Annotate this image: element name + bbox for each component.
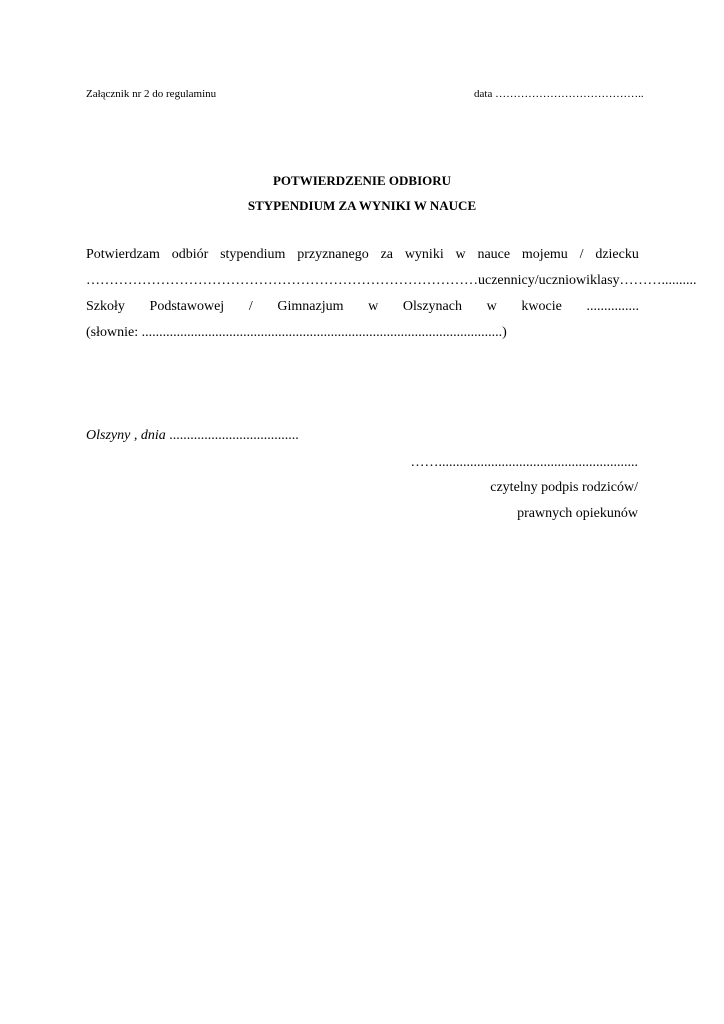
body-word: Szkoły	[86, 299, 125, 314]
body-word: /	[579, 247, 584, 262]
body-word: wyniki	[404, 247, 444, 262]
signature-caption-line-2: prawnych opiekunów	[517, 506, 638, 521]
body-word: Podstawowej	[149, 299, 225, 314]
place-date-label: Olszyny , dnia	[86, 428, 166, 443]
place-date	[86, 428, 299, 444]
body-word: stypendium	[220, 247, 286, 262]
body-word: /	[248, 299, 253, 314]
date-label: data	[474, 88, 493, 100]
body-line-2	[86, 273, 697, 289]
body-word: Gimnazjum	[277, 299, 344, 314]
body-word: uczennicy	[478, 273, 535, 288]
signature-caption-line-1: czytelny podpis rodziców/	[490, 480, 638, 495]
body-word: nauce	[477, 247, 511, 262]
place-date-blank: .....................................	[169, 428, 299, 443]
body-word: odbiór	[171, 247, 209, 262]
document-title-line-2: STYPENDIUM ZA WYNIKI W NAUCE	[247, 198, 477, 213]
body-line-4: (słownie: .......................................................................................................)	[86, 325, 507, 340]
body-word: dziecku	[595, 247, 639, 262]
body-word: przyznanego	[297, 247, 369, 262]
body-word: mojemu	[521, 247, 568, 262]
body-word: uczniowi	[538, 273, 590, 288]
body-line-3	[86, 299, 639, 315]
body-word: w	[486, 299, 497, 314]
document-title-line-1: POTWIERDZENIE ODBIORU	[272, 173, 452, 188]
body-word: klasy	[589, 273, 620, 288]
body-word: /	[534, 273, 539, 288]
body-word: w	[455, 247, 466, 262]
date-blank: …………………………………..	[495, 88, 644, 100]
body-word: w	[368, 299, 379, 314]
body-word: Potwierdzam	[86, 247, 160, 262]
body-word: ...............	[586, 299, 639, 314]
body-word: …………………………………………………………………………	[86, 273, 478, 288]
signature-blank: …….........................................................	[410, 455, 638, 470]
body-word: Olszynach	[402, 299, 462, 314]
annex-label: Załącznik nr 2 do regulaminu	[86, 88, 217, 100]
body-line-1	[86, 247, 639, 263]
body-word: kwocie	[521, 299, 562, 314]
date-field	[474, 88, 644, 100]
body-word: za	[380, 247, 393, 262]
body-word: ………..........	[619, 273, 697, 288]
